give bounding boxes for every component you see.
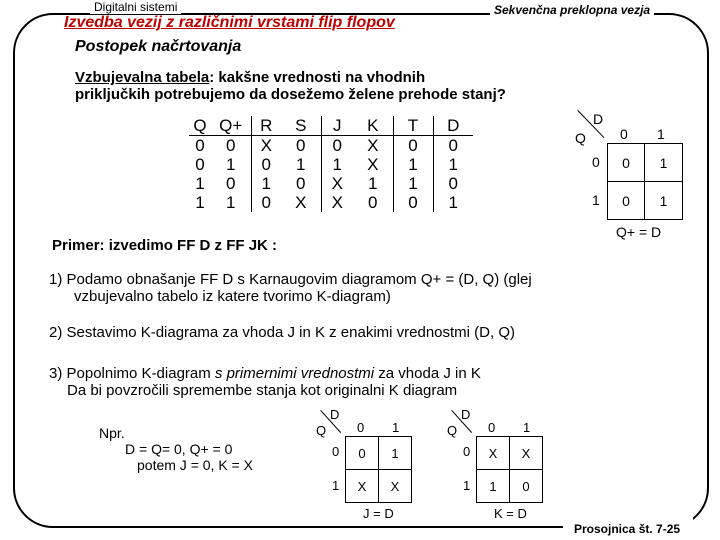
kmap-caption: K = D bbox=[494, 506, 527, 521]
table-header bbox=[211, 116, 251, 136]
excitation-table bbox=[189, 116, 473, 212]
table-cell: X bbox=[251, 136, 281, 156]
table-header: S bbox=[281, 116, 321, 136]
table-row bbox=[189, 155, 473, 174]
kmap-j bbox=[313, 405, 423, 520]
kmap-col-label: 1 bbox=[657, 126, 665, 142]
step-1-line1: 1) Podamo obnašanje FF D s Karnaugovim diagramom Q+ = (D, Q) (glej bbox=[49, 271, 532, 288]
kmap-col-var: D bbox=[330, 407, 340, 422]
table-cell: X bbox=[367, 136, 379, 155]
step-2: 2) Sestavimo K-diagrama za vhoda J in K z enakimi vrednostmi (D, Q) bbox=[49, 324, 516, 341]
kmap-col-label: 1 bbox=[523, 420, 531, 435]
table-row bbox=[189, 174, 473, 193]
table-cell: 1 bbox=[195, 193, 205, 212]
example-heading: Primer: izvedimo FF D z FF JK : bbox=[52, 237, 278, 254]
step-3-part: za vhoda J in K bbox=[374, 365, 481, 382]
kmap-main bbox=[560, 108, 700, 243]
table-cell: 1 bbox=[393, 155, 433, 174]
table-cell: 0 bbox=[368, 193, 378, 212]
kmap-cell: X bbox=[509, 436, 543, 470]
kmap-cell: 0 bbox=[607, 143, 645, 182]
table-cell: 1 bbox=[433, 155, 473, 174]
excitation-line1: : kakšne vrednosti na vhodnih bbox=[209, 69, 426, 86]
table-cell: 0 bbox=[226, 174, 236, 193]
table-cell: 0 bbox=[251, 155, 281, 174]
table-cell: X bbox=[367, 155, 379, 174]
kmap-cell: 0 bbox=[509, 469, 543, 503]
step-3-emphasis: s primernimi vrednostmi bbox=[214, 365, 375, 382]
table-cell: 0 bbox=[195, 136, 205, 155]
kmap-row-label: 1 bbox=[592, 192, 600, 208]
table-cell: 1 bbox=[226, 155, 236, 174]
table-header-row bbox=[189, 116, 473, 136]
kmap-cell: 0 bbox=[345, 436, 379, 470]
kmap-row-var: Q bbox=[316, 423, 327, 438]
table-cell: 0 bbox=[433, 174, 473, 193]
table-cell: 1 bbox=[226, 193, 236, 212]
table-cell: 0 bbox=[296, 136, 306, 155]
step-3-line2: Da bi povzročili spremembe stanja kot originalni K diagram bbox=[67, 382, 458, 399]
table-cell: 1 bbox=[321, 155, 353, 174]
kmap-row-var: Q bbox=[575, 130, 586, 146]
step-1-line2: vzbujevalno tabelo iz katere tvorimo K-diagram) bbox=[74, 288, 391, 305]
excitation-description bbox=[75, 69, 506, 103]
slide-title: Izvedba vezij z različnimi vrstami flip flopov bbox=[64, 14, 395, 31]
table-cell: X bbox=[321, 174, 353, 193]
table-cell: 1 bbox=[195, 174, 205, 193]
excitation-term: Vzbujevalna tabela bbox=[75, 69, 210, 86]
table-row bbox=[189, 136, 473, 156]
table-cell: 0 bbox=[195, 155, 205, 174]
kmap-row-label: 0 bbox=[592, 154, 600, 170]
table-cell: 0 bbox=[296, 174, 306, 193]
step-3-part: 3) Popolnimo K-diagram bbox=[49, 365, 215, 382]
table-header: R bbox=[251, 116, 281, 136]
table-cell: X bbox=[321, 193, 353, 212]
table-row bbox=[189, 193, 473, 212]
step-3 bbox=[49, 365, 481, 399]
kmap-col-label: 0 bbox=[620, 126, 628, 142]
table-cell: 0 bbox=[321, 136, 353, 156]
step-1 bbox=[49, 271, 532, 305]
table-cell: 1 bbox=[251, 174, 281, 193]
table-cell: 0 bbox=[393, 193, 433, 212]
kmap-cell: 0 bbox=[607, 181, 645, 220]
course-title: Digitalni sistemi bbox=[90, 0, 181, 14]
kmap-caption: Q+ = D bbox=[616, 224, 662, 240]
table-header: K bbox=[353, 116, 393, 136]
kmap-row-var: Q bbox=[447, 423, 458, 438]
example-line: D = Q= 0, Q+ = 0 bbox=[125, 441, 233, 457]
kmap-cell: X bbox=[345, 469, 379, 503]
kmap-row-label: 1 bbox=[463, 478, 471, 493]
table-header: Q+ bbox=[219, 116, 243, 135]
table-cell: 0 bbox=[393, 136, 433, 156]
table-cell: 1 bbox=[433, 193, 473, 212]
table-cell: 1 bbox=[296, 155, 306, 174]
table-cell: 0 bbox=[433, 136, 473, 156]
kmap-col-var: D bbox=[593, 111, 604, 127]
table-cell: 1 bbox=[393, 174, 433, 193]
kmap-col-label: 0 bbox=[357, 420, 365, 435]
table-cell: 0 bbox=[251, 193, 281, 212]
kmap-row-label: 0 bbox=[463, 444, 471, 459]
example-line: potem J = 0, K = X bbox=[137, 457, 253, 473]
table-header: D bbox=[433, 116, 473, 136]
example-line: Npr. bbox=[99, 425, 125, 441]
kmap-cell: 1 bbox=[378, 436, 412, 470]
kmap-caption: J = D bbox=[363, 506, 394, 521]
table-header: J bbox=[321, 116, 353, 136]
table-header: Q bbox=[189, 116, 211, 136]
kmap-cell: X bbox=[378, 469, 412, 503]
table-cell: 1 bbox=[368, 174, 378, 193]
chapter-title: Sekvenčna preklopna vezja bbox=[490, 3, 654, 17]
kmap-cell: 1 bbox=[476, 469, 510, 503]
excitation-line2: priključkih potrebujemo da dosežemo želene prehode stanj? bbox=[75, 86, 506, 103]
kmap-col-var: D bbox=[461, 407, 471, 422]
slide-subtitle: Postopek načrtovanja bbox=[75, 38, 242, 55]
kmap-row-label: 1 bbox=[332, 478, 340, 493]
kmap-row-label: 0 bbox=[332, 444, 340, 459]
kmap-col-label: 0 bbox=[488, 420, 496, 435]
kmap-cell: 1 bbox=[644, 143, 683, 182]
kmap-col-label: 1 bbox=[392, 420, 400, 435]
kmap-cell: 1 bbox=[644, 181, 683, 220]
example-note bbox=[99, 425, 253, 473]
kmap-cell: X bbox=[476, 436, 510, 470]
table-cell: X bbox=[295, 193, 307, 212]
table-cell: 0 bbox=[226, 136, 236, 155]
slide-number: Prosojnica št. 7-25 bbox=[571, 522, 683, 536]
kmap-k bbox=[444, 405, 554, 520]
table-header: T bbox=[393, 116, 433, 136]
